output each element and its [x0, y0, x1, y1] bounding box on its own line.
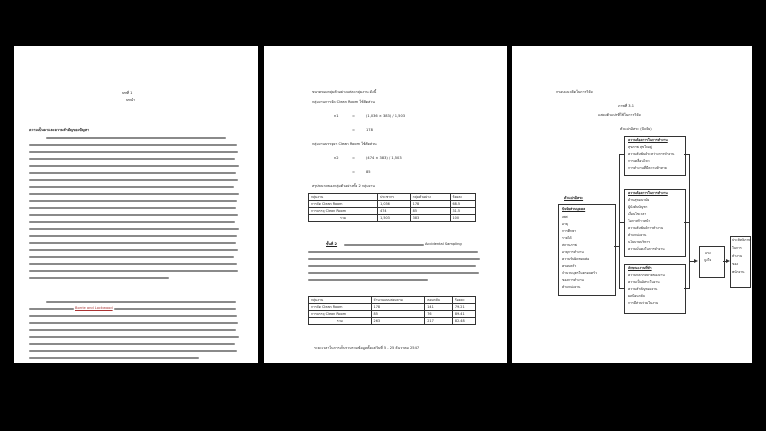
table-cell: 178	[371, 304, 425, 311]
calc2-expr: (474 × 383) / 1,503	[366, 156, 402, 160]
list-item: ความสัมพันธ์การทำงาน	[628, 226, 664, 230]
table-row	[309, 318, 476, 325]
list-item: สุขภาพ สุขใจอยู่	[628, 145, 652, 149]
efficiency-label-1: ประสิทธิภาพ	[732, 238, 751, 242]
table-header-cell: ตอบกลับ	[425, 297, 453, 304]
table-header-row	[309, 194, 476, 201]
work-needs-box-1	[624, 136, 686, 176]
box-c-title: ความต้องการในการทำงาน	[628, 191, 668, 195]
job-characteristics-box	[624, 264, 686, 314]
table-cell: 79.21	[452, 304, 475, 311]
table-row	[309, 304, 476, 311]
figure-title: แสดงตัวแปรที่ใช้ในการวิจัย	[598, 113, 641, 117]
list-item: ของการทำงาน	[562, 278, 584, 282]
calc2-var: n2	[334, 156, 339, 160]
group1-label: กลุ่มงานการจัด Clean Room ใช้สัดส่วน	[312, 100, 375, 104]
connector	[619, 288, 624, 289]
table-cell: การจัด Clean Room	[309, 201, 378, 208]
box-b-title: ความต้องการในการทำงาน	[628, 138, 668, 142]
connector	[619, 154, 620, 288]
table-row	[309, 311, 476, 318]
table-row	[309, 215, 476, 222]
list-item: ความสำคัญของงาน	[628, 287, 658, 291]
table-cell: 31.5	[450, 208, 476, 215]
table-header-cell: กลุ่มงาน	[309, 194, 378, 201]
table-header-cell: ร้อยละ	[452, 297, 475, 304]
document-page-1[interactable]	[14, 46, 258, 363]
table-cell: รวม	[309, 318, 372, 325]
table-cell: การบรรจุ Clean Room	[309, 311, 372, 318]
list-item: ครอบครัว	[562, 264, 577, 268]
list-item: โอกาสก้าวหน้า	[628, 219, 651, 223]
list-item: ความหลากหลายของงาน	[628, 273, 665, 277]
table-cell: รวม	[309, 215, 378, 222]
table-header-cell: กลุ่มตัวอย่าง	[410, 194, 450, 201]
motivation-label-1: แรง	[705, 251, 711, 255]
arrow-icon	[694, 259, 698, 263]
calc1-var: n1	[334, 114, 339, 118]
table-cell: 263	[371, 318, 425, 325]
box-d-title: ลักษณะงานที่ทำ	[628, 266, 652, 270]
sample-intro: ขนาดของกลุ่มตัวอย่างแต่ละกลุ่มงาน ดังนี้	[312, 90, 377, 94]
independent-var-label: ตัวแปรอิสระ (ปัจจัย)	[620, 127, 652, 131]
work-efficiency-box	[730, 236, 751, 288]
document-page-3[interactable]	[512, 46, 752, 363]
list-item: การเคลื่อนไหว	[628, 159, 650, 163]
table-cell: 217	[425, 318, 453, 325]
motivation-box	[699, 246, 725, 278]
table-cell: 85	[410, 208, 450, 215]
efficiency-label-4: ของ	[732, 262, 739, 266]
work-needs-box-2	[624, 189, 686, 257]
motivation-label-2: จูงใจ	[704, 258, 712, 262]
res2-value: 85	[366, 170, 371, 174]
table-row	[309, 208, 476, 215]
step-label: ขั้นที่ 2	[326, 242, 338, 246]
list-item: ความเป็นอิสระในงาน	[628, 280, 660, 284]
table-header-cell: ร้อยละ	[450, 194, 476, 201]
table-cell: 474	[378, 208, 411, 215]
sample-size-table	[308, 193, 476, 222]
list-item: การศึกษา	[562, 229, 577, 233]
framework-heading: กรอบแนวคิดในการวิจัย	[556, 90, 593, 94]
section-heading: ความเป็นมาและความสำคัญของปัญหา	[29, 128, 90, 132]
connector	[619, 154, 624, 155]
list-item: อายุ	[562, 222, 568, 226]
list-item: สถานภาพ	[562, 243, 577, 247]
box-a-title: ปัจจัยส่วนบุคคล	[562, 207, 586, 211]
calc1-eq: =	[352, 114, 356, 118]
list-item: ผู้บังคับบัญชา	[628, 205, 648, 209]
calc1-expr: (1,036 × 383) / 1,503	[366, 114, 406, 118]
sample-summary: สรุปขนาดของกลุ่มตัวอย่างทั้ง 2 กลุ่มงาน	[312, 184, 375, 188]
personal-factors-box	[558, 204, 616, 296]
table-header-cell: ประชากร	[378, 194, 411, 201]
list-item: การทำงานที่มีความท้าทาย	[628, 166, 667, 170]
list-item: นโยบายบริหาร	[628, 240, 651, 244]
list-item: ความรับผิดชอบต่อ	[562, 257, 590, 261]
list-item: ความสัมพันธ์ระหว่างการทำงาน	[628, 152, 675, 156]
list-item: รายได้	[562, 236, 572, 240]
box-a-heading: ตัวแปรอิสระ	[564, 196, 584, 200]
collection-period: ระยะเวลาในการเก็บรวบรวมข้อมูลตั้งแต่วันที่ 5 - 25 ธันวาคม 2547	[314, 346, 420, 350]
table-cell: 1,503	[378, 215, 411, 222]
table-header-cell: กลุ่มงาน	[309, 297, 372, 304]
calc2-eq: =	[352, 156, 356, 160]
list-item: การมีส่วนร่วมในงาน	[628, 301, 659, 305]
chapter-heading: บทที่ 1	[122, 91, 133, 95]
table-header-cell: จำนวนแบบสอบถาม	[371, 297, 425, 304]
list-item: เพศ	[562, 215, 568, 219]
sampling-method: Accidental Sampling	[425, 242, 462, 246]
connector	[689, 154, 690, 288]
list-item: ตำแหน่งงาน	[628, 233, 647, 237]
list-item: ความมั่นคงในการทำงาน	[628, 247, 665, 251]
list-item: ตำแหน่งงาน	[562, 285, 581, 289]
table-row	[309, 201, 476, 208]
table-cell: 89.41	[452, 311, 475, 318]
group2-label: กลุ่มงานบรรจุยา Clean Room ใช้สัดส่วน	[312, 142, 377, 146]
list-item: ผลป้อนกลับ	[628, 294, 645, 298]
table-cell: 141	[425, 304, 453, 311]
citation-highlight: Borrie and Lockwood	[75, 306, 113, 310]
efficiency-label-5: พนักงาน	[732, 270, 745, 274]
efficiency-label-3: ทำงาน	[732, 254, 743, 258]
efficiency-label-2: ในการ	[732, 246, 742, 250]
res2-eq: =	[352, 170, 356, 174]
table-cell: 383	[410, 215, 450, 222]
table-cell: 178	[410, 201, 450, 208]
figure-number: ภาพที่ 3.1	[618, 104, 634, 108]
list-item: เงื่อนไขเวลา	[628, 212, 647, 216]
table-cell: 85	[371, 311, 425, 318]
response-table	[308, 296, 476, 325]
table-header-row	[309, 297, 476, 304]
table-cell: 1,036	[378, 201, 411, 208]
list-item: อายุการทำงาน	[562, 250, 584, 254]
connector	[684, 288, 690, 289]
table-cell: 68.5	[450, 201, 476, 208]
document-page-2[interactable]	[264, 46, 507, 363]
table-cell: 82.48	[452, 318, 475, 325]
table-cell: 100	[450, 215, 476, 222]
list-item: ด้านสุขอนามัย	[628, 198, 650, 202]
table-cell: 76	[425, 311, 453, 318]
connector	[619, 222, 624, 223]
connector	[684, 154, 690, 155]
connector	[684, 222, 690, 223]
table-cell: การบรรจุ Clean Room	[309, 208, 378, 215]
res1-eq: =	[352, 128, 356, 132]
res1-value: 178	[366, 128, 373, 132]
table-cell: การจัด Clean Room	[309, 304, 372, 311]
chapter-title: บทนำ	[126, 98, 136, 102]
list-item: จำนวนบุตรในครอบครัว	[562, 271, 597, 275]
